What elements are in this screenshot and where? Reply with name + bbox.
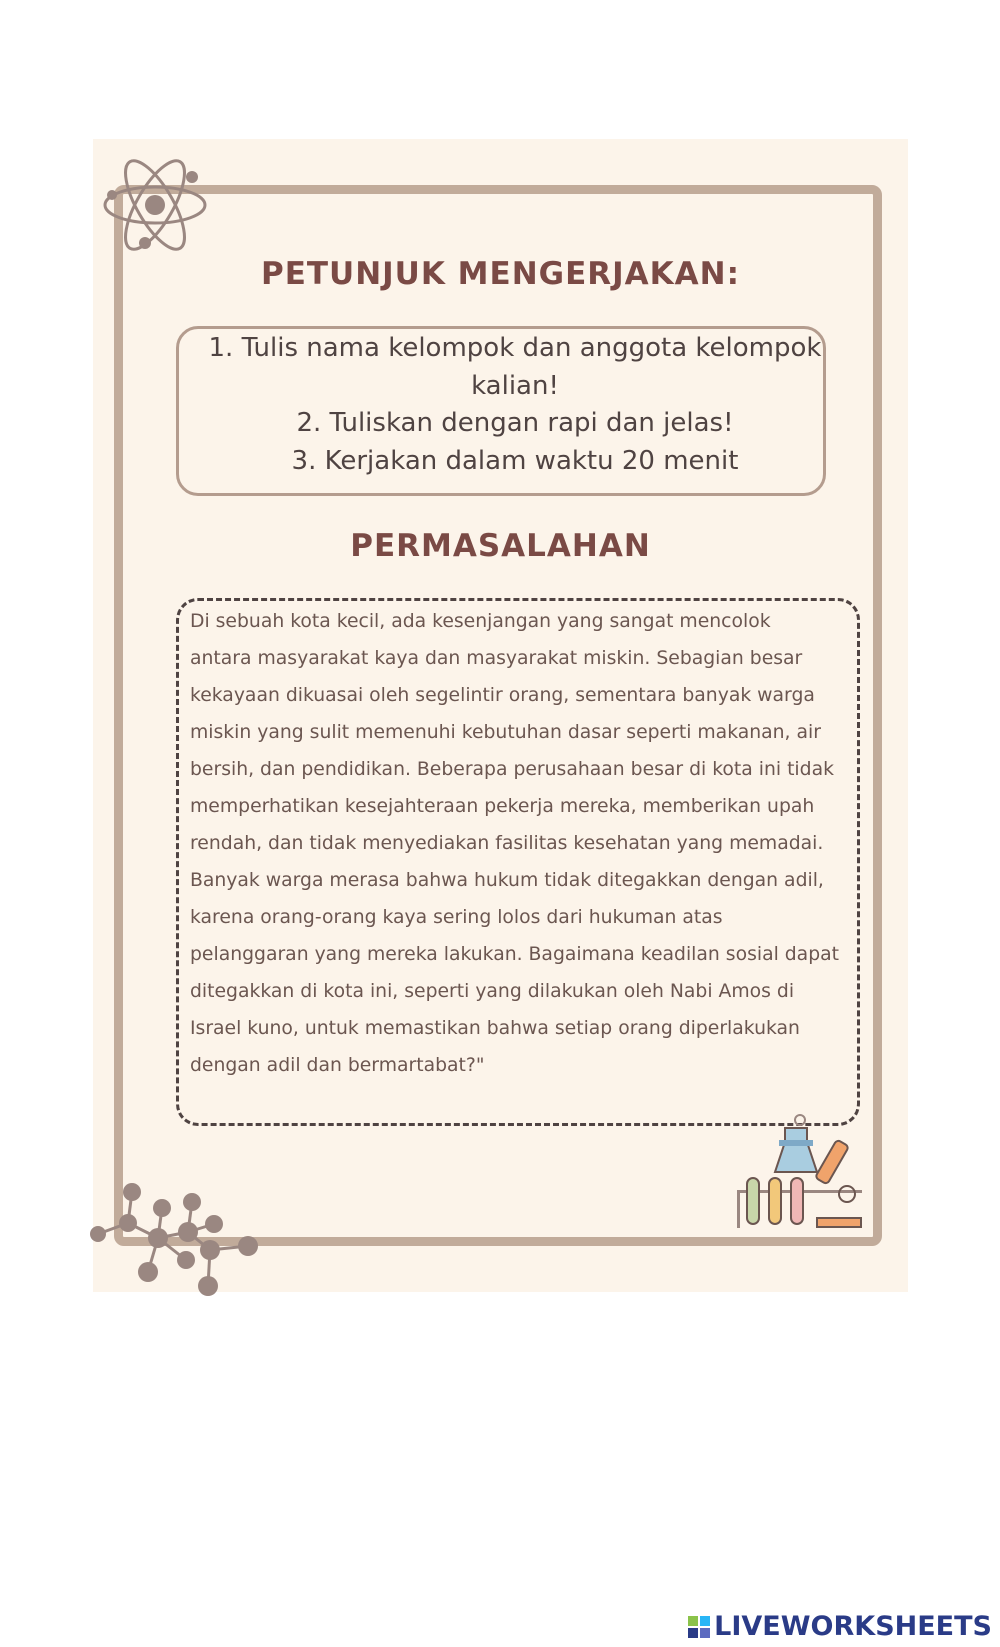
- problem-line: karena orang-orang kaya sering lolos dari hukuman atas: [190, 907, 723, 928]
- problem-line: kekayaan dikuasai oleh segelintir orang, sementara banyak warga: [190, 685, 815, 706]
- problem-line: pelanggaran yang mereka lakukan. Bagaimana keadilan sosial dapat: [190, 944, 839, 965]
- problem-line: antara masyarakat kaya dan masyarakat miskin. Sebagian besar: [190, 648, 803, 669]
- instruction-item: 2. Tuliskan dengan rapi dan jelas!: [296, 408, 734, 438]
- liveworksheets-logo-icon: [688, 1616, 710, 1638]
- problem-line: ditegakkan di kota ini, seperti yang dilakukan oleh Nabi Amos di: [190, 981, 795, 1002]
- problem-text: [190, 603, 850, 1084]
- problem-title: PERMASALAHAN: [350, 528, 651, 564]
- problem-line: Banyak warga merasa bahwa hukum tidak ditegakkan dengan adil,: [190, 870, 824, 891]
- lab-equipment-icon: [735, 1110, 865, 1230]
- problem-line: bersih, dan pendidikan. Beberapa perusahaan besar di kota ini tidak: [190, 759, 834, 780]
- problem-line: Israel kuno, untuk memastikan bahwa setiap orang diperlakukan: [190, 1018, 800, 1039]
- liveworksheets-brand[interactable]: [688, 1611, 992, 1642]
- atom-icon: [100, 155, 210, 255]
- problem-line: Di sebuah kota kecil, ada kesenjangan yang sangat mencolok: [190, 611, 771, 632]
- instruction-item: 3. Kerjakan dalam waktu 20 menit: [291, 445, 739, 476]
- instruction-item: kalian!: [471, 370, 559, 401]
- instructions-list: [190, 330, 840, 480]
- instructions-title: PETUNJUK MENGERJAKAN:: [260, 256, 741, 292]
- problem-line: rendah, dan tidak menyediakan fasilitas kesehatan yang memadai.: [190, 833, 824, 854]
- molecule-icon: [90, 1180, 260, 1300]
- problem-line: miskin yang sulit memenuhi kebutuhan dasar seperti makanan, air: [190, 722, 821, 743]
- brand-text: LIVEWORKSHEETS: [714, 1611, 992, 1642]
- instruction-item: 1. Tulis nama kelompok dan anggota kelompok: [208, 333, 822, 363]
- problem-line: dengan adil dan bermartabat?": [190, 1055, 485, 1076]
- problem-line: memperhatikan kesejahteraan pekerja mereka, memberikan upah: [190, 796, 815, 817]
